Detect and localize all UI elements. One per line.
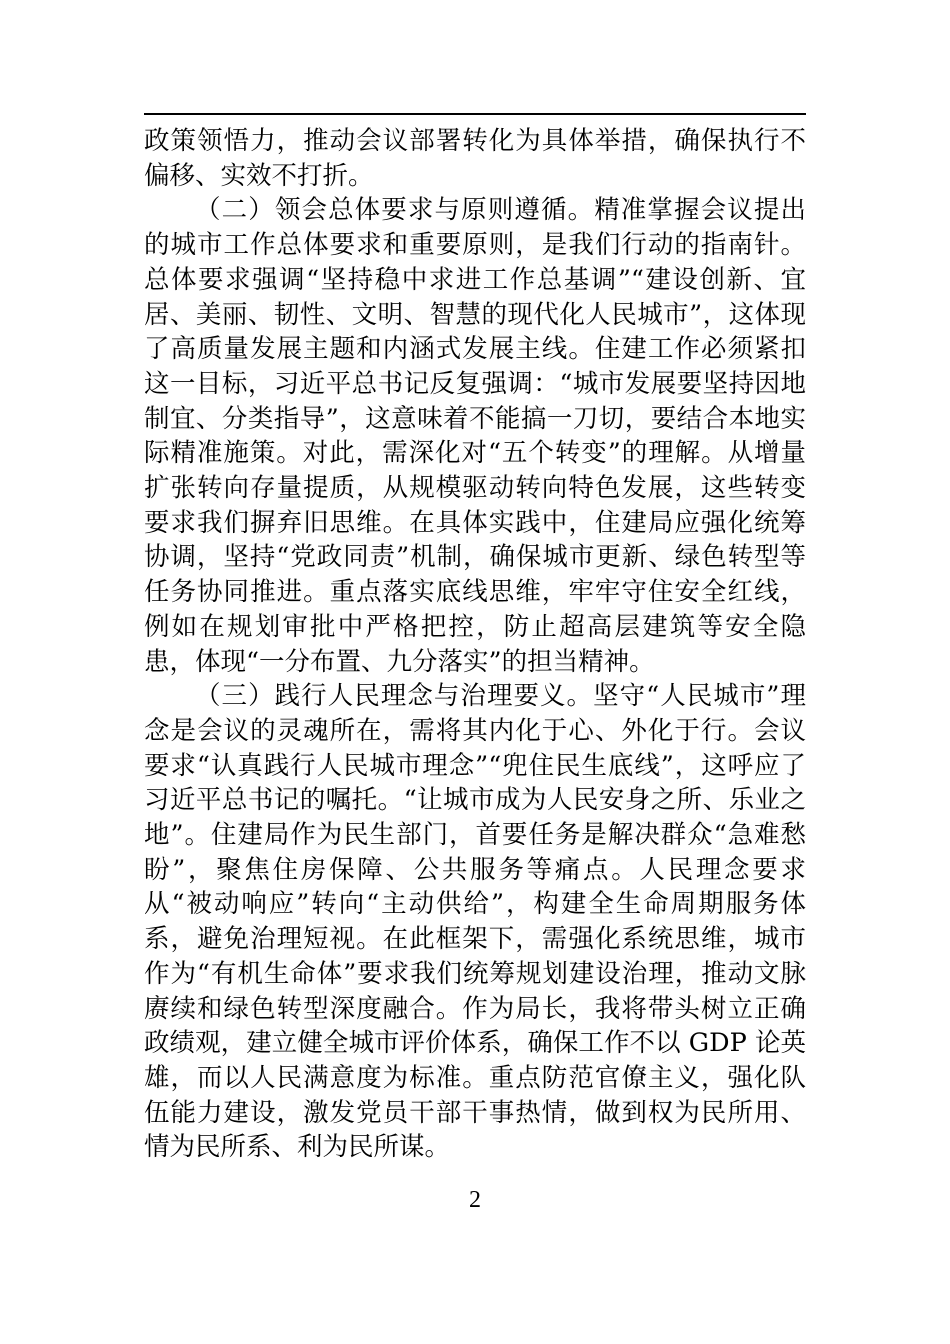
header-rule bbox=[144, 113, 806, 115]
paragraph-section-3: （三）践行人民理念与治理要义。坚守“人民城市”理念是会议的灵魂所在，需将其内化于心、外化于行。会议要求“认真践行人民城市理念”“兜住民生底线”，这呼应了习近平总书记的嘱托。“让城市成为人民安身之所、乐业之地”。住建局作为民生部门，首要任务是解决群众“急难愁盼”，聚焦住房保障、公共服务等痛点。人民理念要求从“被动响应”转向“主动供给”，构建全生命周期服务体系，避免治理短视。在此框架下，需强化系统思维，城市作为“有机生命体”要求我们统筹规划建设治理，推动文脉赓续和绿色转型深度融合。作为局长，我将带头树立正确政绩观，建立健全城市评价体系，确保工作不以 GDP 论英雄，而以人民满意度为标准。重点防范官僚主义，强化队伍能力建设，激发党员干部干事热情，做到权为民所用、情为民所系、利为民所谋。 bbox=[144, 681, 806, 1163]
document-body bbox=[144, 124, 806, 1165]
page-number: 2 bbox=[469, 1187, 481, 1213]
paragraph-section-2: （二）领会总体要求与原则遵循。精准掌握会议提出的城市工作总体要求和重要原则，是我们行动的指南针。总体要求强调“坚持稳中求进工作总基调”“建设创新、宜居、美丽、韧性、文明、智慧的现代化人民城市”，这体现了高质量发展主题和内涵式发展主线。住建工作必须紧扣这一目标，习近平总书记反复强调：“城市发展要坚持因地制宜、分类指导”，这意味着不能搞一刀切，要结合本地实际精准施策。对此，需深化对“五个转变”的理解。从增量扩张转向存量提质，从规模驱动转向特色发展，这些转变要求我们摒弃旧思维。在具体实践中，住建局应强化统筹协调，坚持“党政同责”机制，确保城市更新、绿色转型等任务协同推进。重点落实底线思维，牢牢守住安全红线，例如在规划审批中严格把控，防止超高层建筑等安全隐患，体现“一分布置、九分落实”的担当精神。 bbox=[144, 195, 806, 677]
paragraph-continuation: 政策领悟力，推动会议部署转化为具体举措，确保执行不偏移、实效不打折。 bbox=[144, 126, 806, 191]
